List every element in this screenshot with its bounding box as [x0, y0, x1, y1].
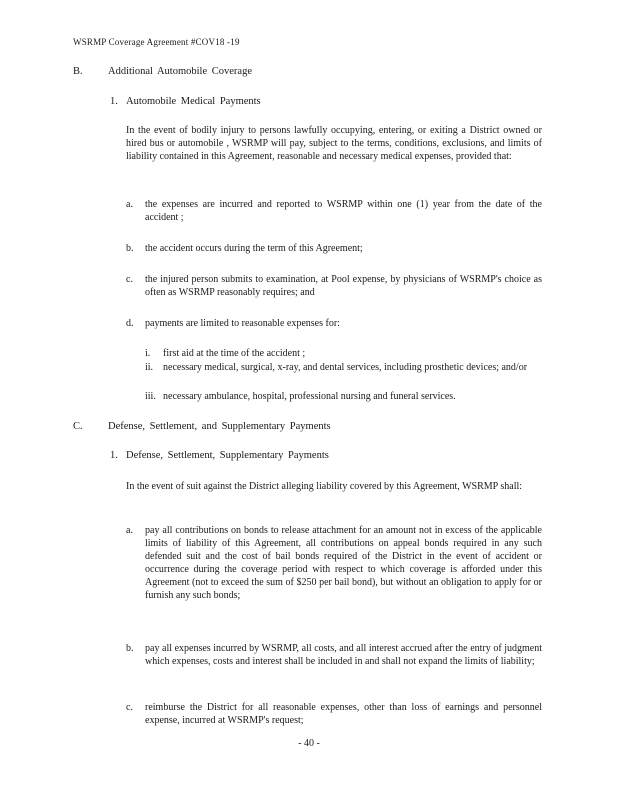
sublist-item: necessary ambulance, hospital, professional nursing and funeral services.	[163, 391, 456, 402]
sublist-item: necessary medical, surgical, x-ray, and dental services, including prosthetic devices; and/or	[163, 362, 528, 373]
section-c-intro-paragraph: In the event of suit against the District alleging liability covered by this Agreement, WSRMP shall:	[126, 481, 523, 492]
list-item: payments are limited to reasonable expenses for:	[145, 318, 340, 329]
list-marker: b.	[126, 643, 134, 654]
section-b-intro-paragraph: In the event of bodily injury to persons lawfully occupying, entering, or exiting a District owned or hired bus or automobile , WSRMP will pay, subject to the terms, conditions, exclusions, and limits of liability contained in this Agreement, reasonable and necessary medical expenses, provided that:	[126, 125, 542, 162]
list-item: the accident occurs during the term of this Agreement;	[145, 243, 363, 254]
list-item: the injured person submits to examination, at Pool expense, by physicians of WSRMP's choice as often as WSRMP reasonably requires; and	[145, 274, 542, 298]
sublist-marker: iii.	[145, 391, 156, 402]
page-number: - 40 -	[298, 738, 320, 749]
section-b-sub-title: Automobile Medical Payments	[126, 96, 261, 107]
list-item: pay all expenses incurred by WSRMP, all costs, and all interest accrued after the entry of judgment which expenses, costs and interest shall be included in and shall not expand the limits of liability;	[145, 643, 542, 667]
list-item: reimburse the District for all reasonable expenses, other than loss of earnings and personnel expense, incurred at WSRMP's request;	[145, 702, 542, 726]
section-b-letter: B.	[73, 66, 83, 77]
list-marker: d.	[126, 318, 134, 329]
list-marker: a.	[126, 525, 133, 536]
section-c-letter: C.	[73, 421, 83, 432]
sublist-item: first aid at the time of the accident ;	[163, 348, 306, 359]
section-b-title: Additional Automobile Coverage	[108, 66, 252, 77]
sublist-marker: ii.	[145, 362, 154, 373]
section-c-sub-title: Defense, Settlement, Supplementary Payments	[126, 450, 329, 461]
list-marker: b.	[126, 243, 134, 254]
section-c-sub-number: 1.	[110, 450, 118, 461]
list-item: the expenses are incurred and reported to WSRMP within one (1) year from the date of the accident ;	[145, 199, 542, 223]
list-marker: c.	[126, 274, 133, 285]
sublist-marker: i.	[145, 348, 151, 359]
section-b-sub-number: 1.	[110, 96, 118, 107]
page-header: WSRMP Coverage Agreement #COV18 -19	[73, 37, 240, 47]
list-marker: c.	[126, 702, 133, 713]
section-c-title: Defense, Settlement, and Supplementary Payments	[108, 421, 331, 432]
list-item: pay all contributions on bonds to release attachment for an amount not in excess of the applicable limits of liability of this Agreement, all contributions on appeal bonds required in any such defended suit and the cost of bail bonds required of the District in the event of accident or occurrence during the coverage period with respect to which coverage is afforded under this Agreement (not to exceed the sum of $250 per bail bond), but without an obligation to apply for or furnish any such bonds;	[145, 525, 542, 601]
list-marker: a.	[126, 199, 133, 210]
